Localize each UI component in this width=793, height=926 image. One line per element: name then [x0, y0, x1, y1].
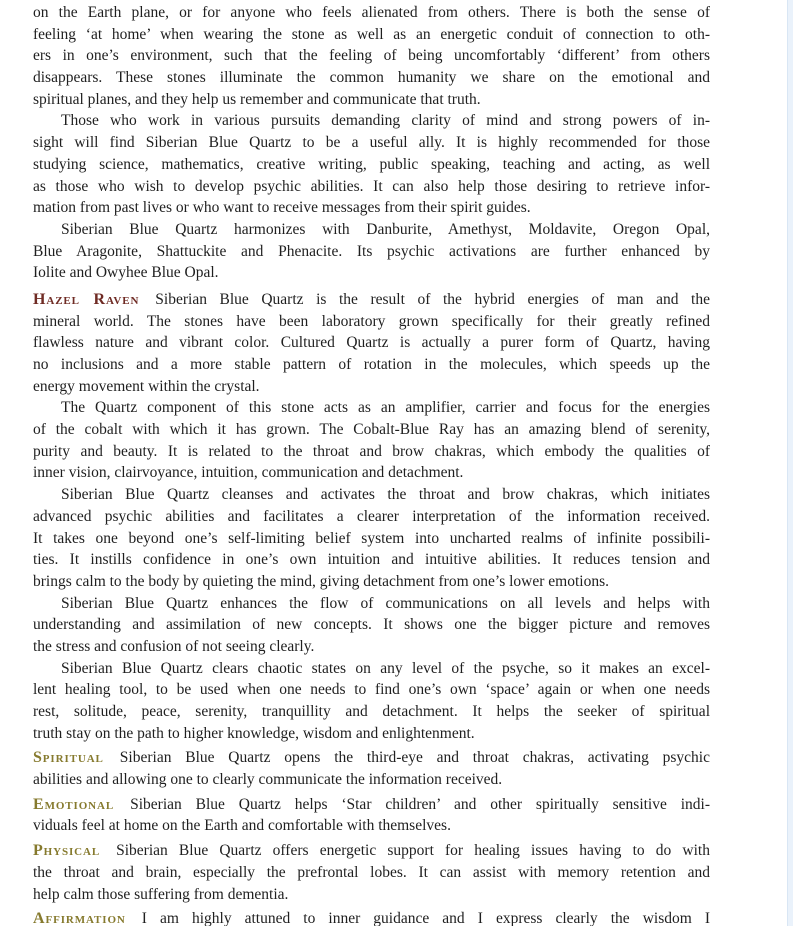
text-line: brings calm to the body by quieting the mind, giving detachment from one’s lower emotions.	[33, 572, 609, 590]
text-column	[33, 2, 710, 926]
text-line: understanding and assimilation of new concepts. It shows one the bigger picture and removes	[33, 616, 710, 634]
text-line: sight will find Siberian Blue Quartz to be a useful ally. It is highly recommended for those	[33, 134, 710, 152]
text-line: Blue Aragonite, Shattuckite and Phenacite. Its psychic activations are further enhanced by	[33, 242, 710, 260]
text-line: rest, solitude, peace, serenity, tranquillity and detachment. It helps the seeker of spiritual	[33, 703, 710, 720]
text-line: Iolite and Owyhee Blue Opal.	[33, 264, 219, 282]
section-paragraph	[33, 840, 710, 905]
text-line: inner vision, clairvoyance, intuition, communication and detachment.	[33, 464, 464, 482]
text-line: the stress and confusion of not seeing clearly.	[33, 637, 315, 655]
text-line: Siberian Blue Quartz cleanses and activates the throat and brow chakras, which initiates	[61, 486, 710, 504]
section-paragraph	[33, 747, 710, 790]
text-line: spiritual planes, and they help us remember and communicate that truth.	[33, 90, 481, 108]
text-line: mation from past lives or who want to receive messages from their spirit guides.	[33, 199, 531, 217]
text-line: Emotional Siberian Blue Quartz helps ‘Star children’ and other spiritually sensitive indi-	[33, 795, 710, 813]
section-heading-spiritual: Spiritual	[33, 749, 104, 767]
text-line: Hazel Raven Siberian Blue Quartz is the result of the hybrid energies of man and the	[33, 290, 710, 308]
text-line: mineral world. The stones have been laboratory grown specifically for their greatly refined	[33, 312, 710, 330]
paragraph	[33, 110, 710, 218]
section-paragraph	[33, 908, 710, 926]
text-line: ers in one’s environment, such that the feeling of being uncomfortably ‘different’ from others	[33, 47, 710, 65]
text-line: energy movement within the crystal.	[33, 377, 260, 395]
paragraph	[33, 658, 710, 745]
text-line: Affirmation I am highly attuned to inner guidance and I express clearly the wisdom I	[33, 910, 710, 926]
paragraph	[33, 484, 710, 592]
section-heading-emotional: Emotional	[33, 795, 115, 813]
text-line: disappears. These stones illuminate the common humanity we share on the emotional and	[33, 69, 710, 87]
text-line: truth stay on the path to higher knowledge, wisdom and enlightenment.	[33, 724, 475, 742]
paragraph	[33, 593, 710, 658]
text-line: Siberian Blue Quartz enhances the flow of communications on all levels and helps with	[61, 594, 710, 612]
text-line: lent healing tool, to be used when one needs to find one’s own ‘space’ again or when one needs	[33, 681, 710, 699]
paragraph	[33, 2, 710, 110]
text-line: Spiritual Siberian Blue Quartz opens the third-eye and throat chakras, activating psychic	[33, 749, 710, 767]
text-line: Siberian Blue Quartz harmonizes with Danburite, Amethyst, Moldavite, Oregon Opal,	[61, 220, 710, 238]
text-line: Siberian Blue Quartz clears chaotic states on any level of the psyche, so it makes an excel-	[61, 659, 710, 677]
text-line: no inclusions and a more stable pattern of rotation in the molecules, which speeds up the	[33, 356, 710, 373]
page-edge-strip	[787, 0, 793, 926]
section-paragraph	[33, 289, 710, 397]
text-line: Those who work in various pursuits demanding clarity of mind and strong powers of in-	[61, 112, 710, 130]
section-heading-physical: Physical	[33, 842, 101, 860]
section-paragraph	[33, 794, 710, 837]
text-line: purity and beauty. It is related to the throat and brow chakras, which embody the qualities of	[33, 442, 710, 460]
text-line: feeling ‘at home’ when wearing the stone as well as an energetic conduit of connection to oth-	[33, 25, 710, 43]
section-heading-affirmation: Affirmation	[33, 910, 126, 926]
text-line: It takes one beyond one’s self-limiting belief system into uncharted realms of infinite possibili-	[33, 529, 710, 547]
paragraph	[33, 219, 710, 284]
text-line: studying science, mathematics, creative writing, public speaking, teaching and acting, as well	[33, 155, 710, 173]
text-line: ties. It instills confidence in one’s own intuition and intuitive abilities. It reduces tension and	[33, 551, 710, 569]
text-line: The Quartz component of this stone acts as an amplifier, carrier and focus for the energies	[61, 399, 710, 417]
text-line: Physical Siberian Blue Quartz offers energetic support for healing issues having to do with	[33, 842, 710, 860]
author-heading: Hazel Raven	[33, 290, 140, 308]
text-line: advanced psychic abilities and facilitates a clearer interpretation of the information received.	[33, 507, 710, 525]
text-line: flawless nature and vibrant color. Cultured Quartz is actually a purer form of Quartz, having	[33, 334, 710, 352]
text-line: viduals feel at home on the Earth and comfortable with themselves.	[33, 817, 451, 835]
text-line: help calm those suffering from dementia.	[33, 885, 289, 903]
text-line: as those who wish to develop psychic abilities. It can also help those desiring to retrieve infor-	[33, 177, 710, 195]
text-line: abilities and allowing one to clearly communicate the information received.	[33, 771, 503, 789]
text-line: on the Earth plane, or for anyone who feels alienated from others. There is both the sense of	[33, 4, 710, 21]
text-line: of the cobalt with which it has grown. The Cobalt-Blue Ray has an amazing blend of serenity,	[33, 421, 710, 439]
paragraph	[33, 397, 710, 484]
text-line: the throat and brain, especially the prefrontal lobes. It can assist with memory retention and	[33, 863, 710, 881]
